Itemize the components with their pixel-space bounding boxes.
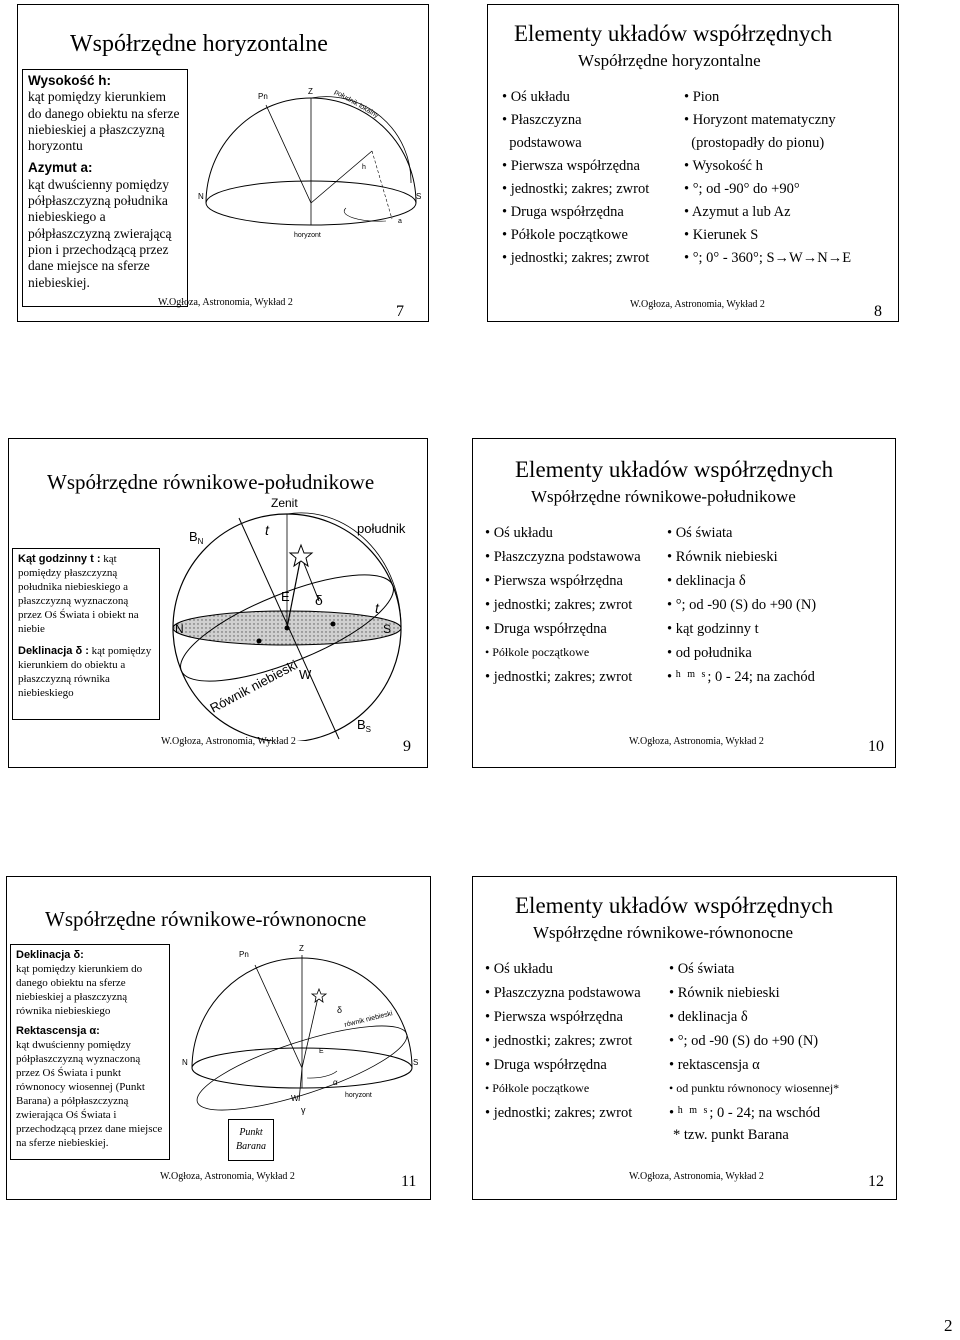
diagram-label: Z: [299, 944, 304, 953]
row-value: • °; 0° - 360°; S→W→N→E: [684, 250, 852, 266]
row-label: • Płaszczyzna podstawowa: [485, 985, 641, 1001]
diagram-label: α: [333, 1078, 338, 1087]
row-label: • Druga współrzędna: [485, 1057, 607, 1073]
diagram-label: południk lokalny: [333, 88, 380, 120]
diagram-label: t: [375, 600, 379, 616]
footnote: * tzw. punkt Barana: [673, 1127, 789, 1143]
slide-footer: W.Ogłoza, Astronomia, Wykład 2: [161, 736, 296, 747]
slide-footer: W.Ogłoza, Astronomia, Wykład 2: [160, 1171, 295, 1182]
definition-heading: Deklinacja δ:: [16, 949, 84, 961]
diagram-label: E: [281, 589, 290, 604]
definition-heading: Rektascensja α:: [16, 1025, 100, 1037]
row-label: • Płaszczyzna podstawowa: [485, 549, 641, 565]
row-value: • Kierunek S: [684, 227, 759, 243]
slide-subtitle: Współrzędne równikowe-południkowe: [531, 487, 796, 506]
row-value: • kąt godzinny t: [667, 621, 759, 637]
slide-title: Współrzędne równikowe-południkowe: [47, 470, 375, 494]
definition-text: kąt dwuścienny pomiędzy półpłaszczyzną wyznaczoną przez Oś Świata i punkt równonocy wiosennej (Punkt Barana) a półpłaszczyzną zwierająca Oś Świata i przechodzącą przez dane miejsce na sferze niebieskiej.: [16, 1039, 163, 1149]
definition-text: kąt dwuścienny pomiędzy półpłaszczyzną południka niebieskiego a półpłaszczyzną zwierającą pion i przechodzącą przez dane miejsce na sferze niebieskiej.: [28, 176, 172, 290]
horizontal-coordinates-diagram: [196, 83, 426, 253]
diagram-label: S: [416, 192, 422, 201]
diagram-label: południk: [357, 521, 406, 536]
row-label: • Oś układu: [485, 525, 553, 541]
row-value: • Horyzont matematyczny: [684, 112, 836, 128]
row-value: • Oś świata: [667, 525, 733, 541]
punkt-label: Punkt: [239, 1127, 263, 1138]
row-value: • od południka: [667, 645, 752, 661]
diagram-label: Z: [308, 87, 313, 96]
diagram-label: $B_N$: [189, 529, 204, 546]
row-label: • Półkole początkowe: [502, 227, 628, 243]
row-label: • jednostki; zakres; zwrot: [485, 597, 633, 613]
definition-heading: Wysokość h:: [28, 73, 112, 88]
row-value: • Wysokość h: [684, 158, 763, 174]
definition-heading: Deklinacja δ :: [18, 645, 89, 657]
diagram-label: γ: [301, 1105, 306, 1115]
slide-title: Elementy układów współrzędnych: [514, 21, 833, 46]
row-label: • jednostki; zakres; zwrot: [502, 181, 650, 197]
row-value: • °; od -90 (S) do +90 (N): [669, 1033, 819, 1049]
row-label: • Płaszczyzna: [502, 112, 582, 128]
row-value: • $^{h m s}$; 0 - 24; na zachód: [667, 669, 815, 685]
row-label: • Pierwsza współrzędna: [485, 1009, 623, 1025]
slide-title: Elementy układów współrzędnych: [515, 457, 834, 482]
slide-footer: W.Ogłoza, Astronomia, Wykład 2: [629, 736, 764, 747]
diagram-label: Zenit: [271, 496, 298, 510]
slide-number: 11: [401, 1173, 417, 1190]
diagram-label: N: [198, 192, 204, 201]
definition-box: [22, 69, 188, 307]
diagram-label: $B_S$: [357, 717, 372, 734]
row-label: • Druga współrzędna: [485, 621, 607, 637]
row-label: podstawowa: [502, 135, 582, 151]
punkt-barana-box: [228, 1119, 274, 1161]
definition-heading: Azymut a:: [28, 160, 93, 176]
row-value: • °; od -90° do +90°: [684, 181, 800, 197]
diagram-label: t: [265, 522, 269, 538]
equatorial-hour-coordinates-diagram: [161, 491, 423, 741]
slide-title: Elementy układów współrzędnych: [515, 893, 834, 918]
diagram-label: horyzont: [345, 1092, 372, 1099]
slide-footer: W.Ogłoza, Astronomia, Wykład 2: [630, 299, 765, 310]
definition-box: [10, 944, 170, 1160]
diagram-label: horyzont: [294, 232, 321, 239]
row-label: • jednostki; zakres; zwrot: [502, 250, 650, 266]
diagram-label: N: [182, 1058, 188, 1067]
diagram-label: a: [398, 218, 402, 225]
row-label: • Półkole początkowe: [485, 645, 590, 659]
row-value: • rektascensja α: [669, 1057, 760, 1073]
row-value: • °; od -90 (S) do +90 (N): [667, 597, 817, 613]
diagram-label: δ: [315, 592, 323, 608]
page-number: 2: [944, 1316, 953, 1335]
slide-7: [17, 4, 429, 322]
diagram-label: δ: [337, 1005, 343, 1015]
row-value: • Równik niebieski: [667, 549, 778, 565]
slide-title: Współrzędne równikowe-równonocne: [45, 907, 367, 931]
row-label: • Pierwsza współrzędna: [485, 573, 623, 589]
slide-number: 12: [868, 1173, 884, 1190]
definition-text: kąt pomiędzy kierunkiem do danego obiektu na sferze niebieskiej a płaszczyzną horyzontu: [28, 89, 180, 154]
slide-subtitle: Współrzędne równikowe-równonocne: [533, 923, 794, 942]
slide-12: [472, 876, 897, 1200]
barana-label: Barana: [236, 1141, 266, 1152]
diagram-label: W: [291, 1094, 299, 1103]
definition-text: kąt pomiędzy kierunkiem do obiektu a płaszczyzną równika niebieskiego: [18, 645, 152, 699]
diagram-label: S: [413, 1058, 419, 1067]
slide-11: [6, 876, 431, 1200]
row-value: • Równik niebieski: [669, 985, 780, 1001]
row-value: • deklinacja δ: [667, 573, 746, 589]
diagram-label: Równik niebieski: [207, 656, 300, 716]
slide-number: 10: [868, 738, 884, 755]
row-label: • jednostki; zakres; zwrot: [485, 1105, 633, 1121]
diagram-label: S: [383, 622, 392, 636]
row-value: • Azymut a lub Az: [684, 204, 791, 220]
slide-8: [487, 4, 899, 322]
row-value: • $^{h m s}$; 0 - 24; na wschód: [669, 1105, 821, 1121]
row-value: • od punktu równonocy wiosennej*: [669, 1081, 840, 1095]
row-value: • deklinacja δ: [669, 1009, 748, 1025]
row-value: (prostopadły do pionu): [691, 135, 825, 151]
slide-footer: W.Ogłoza, Astronomia, Wykład 2: [158, 297, 293, 308]
slide-9: [8, 438, 428, 768]
row-value: • Oś świata: [669, 961, 735, 977]
definition-text: kąt pomiędzy płaszczyzną południka niebieskiego a płaszczyzną wyznaczoną przez Oś Świata i obiekt na niebie: [18, 553, 139, 635]
diagram-label: W: [299, 667, 312, 682]
definition-text: kąt pomiędzy kierunkiem do danego obiektu na sferze niebieskiej a płaszczyzną równika niebieskiego: [16, 963, 143, 1017]
equatorial-equinox-coordinates-diagram: [177, 943, 427, 1123]
slide-number: 7: [396, 303, 404, 320]
slide-number: 9: [403, 738, 411, 755]
row-label: • Półkole początkowe: [485, 1081, 590, 1095]
diagram-label: Pn: [239, 950, 249, 959]
slide-title: Współrzędne horyzontalne: [70, 31, 328, 57]
row-label: • Oś układu: [485, 961, 553, 977]
slide-number: 8: [874, 303, 882, 320]
definition-heading: Kąt godzinny t :: [18, 553, 101, 565]
row-label: • Oś układu: [502, 89, 570, 105]
diagram-label: równik niebieski: [343, 1010, 394, 1029]
slide-footer: W.Ogłoza, Astronomia, Wykład 2: [629, 1171, 764, 1182]
row-label: • jednostki; zakres; zwrot: [485, 1033, 633, 1049]
slide-10: [472, 438, 896, 768]
diagram-label: h: [362, 164, 366, 171]
diagram-label: E: [319, 1048, 324, 1055]
diagram-label: Pn: [258, 92, 268, 101]
slide-subtitle: Współrzędne horyzontalne: [578, 51, 761, 70]
row-value: • Pion: [684, 89, 720, 105]
row-label: • Druga współrzędna: [502, 204, 624, 220]
row-label: • jednostki; zakres; zwrot: [485, 669, 633, 685]
diagram-label: N: [175, 622, 184, 636]
row-label: • Pierwsza współrzędna: [502, 158, 640, 174]
definition-box: [12, 548, 160, 720]
